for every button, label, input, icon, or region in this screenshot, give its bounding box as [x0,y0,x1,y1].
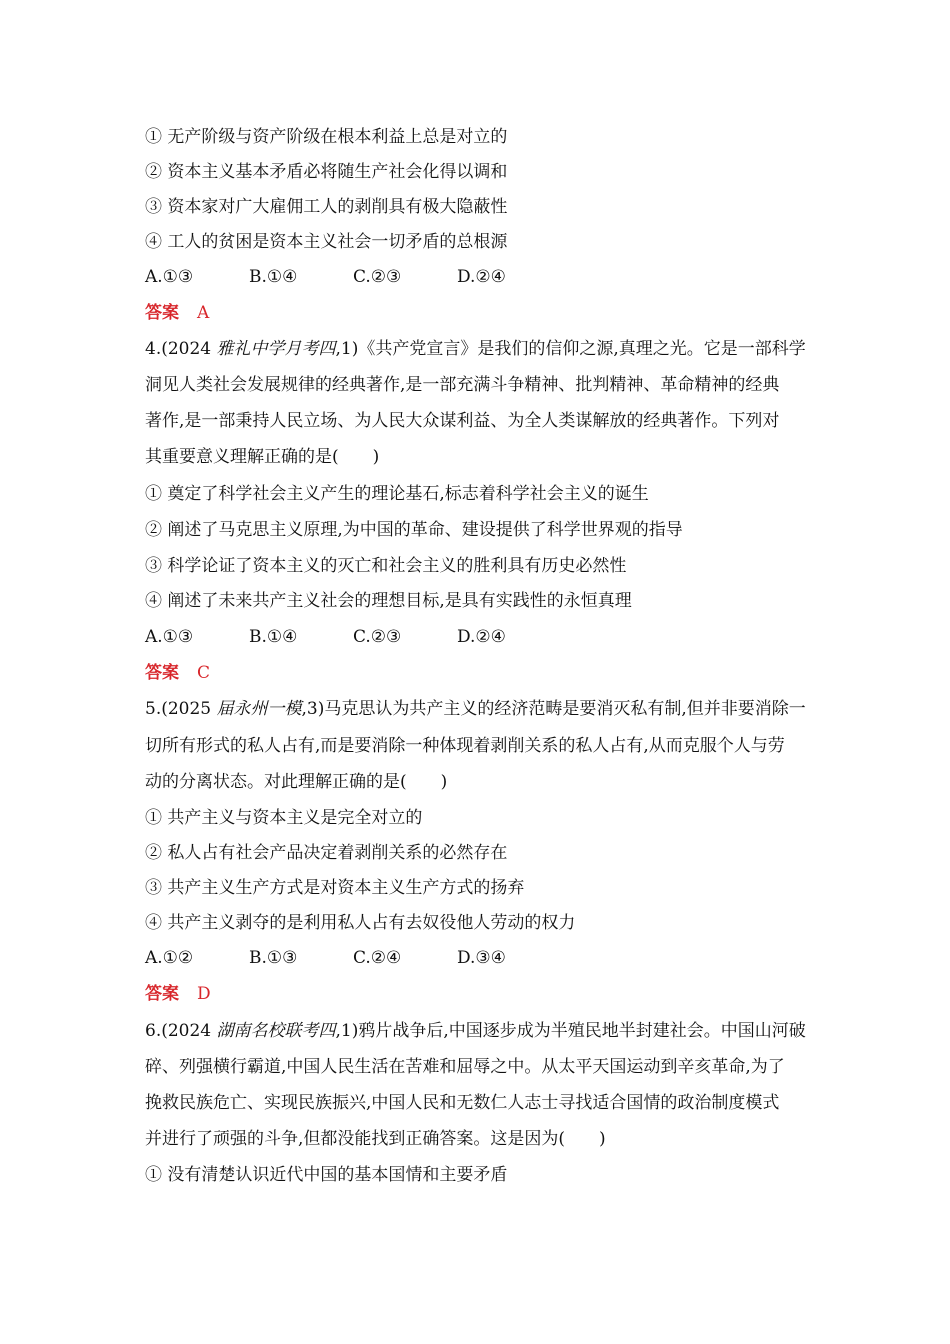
q3-option-b: B.①④ [249,267,298,287]
q3-item-3: ③ 资本家对广大雇佣工人的剥削具有极大隐蔽性 [145,197,508,217]
answer-value: D [197,984,211,1004]
q5-item-4: ④ 共产主义剥夺的是利用私人占有去奴役他人劳动的权力 [145,913,576,933]
q4-option-c: C.②③ [353,627,402,647]
q4-option-d: D.②④ [457,627,506,647]
q5-item-1: ① 共产主义与资本主义是完全对立的 [145,808,423,828]
q4-item-4: ④ 阐述了未来共产主义社会的理想目标,是具有实践性的永恒真理 [145,591,632,611]
q5-answer [145,982,211,1006]
q5-item-3: ③ 共产主义生产方式是对资本主义生产方式的扬弃 [145,878,525,898]
q6-stem-line-1 [145,1019,806,1043]
q5-option-b: B.①③ [249,948,298,968]
answer-label: 答案 [145,663,179,683]
q3-item-4: ④ 工人的贫困是资本主义社会一切矛盾的总根源 [145,232,508,252]
q6-stem-line-3: 挽救民族危亡、实现民族振兴,中国人民和无数仁人志士寻找适合国情的政治制度模式 [145,1093,780,1113]
q4-item-3: ③ 科学论证了资本主义的灭亡和社会主义的胜利具有历史必然性 [145,556,627,576]
q6-source: 湖南名校联考四 [216,1021,336,1041]
q5-option-a: A.①② [145,948,194,968]
q3-item-1: ① 无产阶级与资产阶级在根本利益上总是对立的 [145,127,508,147]
answer-value: A [197,303,210,323]
q4-stem-line-2: 洞见人类社会发展规律的经典著作,是一部充满斗争精神、批判精神、革命精神的经典 [145,375,780,395]
q4-stem-line-3: 著作,是一部秉持人民立场、为人民大众谋利益、为全人类谋解放的经典著作。下列对 [145,411,780,431]
q4-option-a: A.①③ [145,627,194,647]
q6-item-1: ① 没有清楚认识近代中国的基本国情和主要矛盾 [145,1165,508,1185]
q3-option-a: A.①③ [145,267,194,287]
q4-source: 雅礼中学月考四 [216,339,336,359]
q6-number: 6.(2024 [145,1021,217,1041]
answer-value: C [197,663,211,683]
q5-stem-line-1 [145,697,806,721]
q4-item-1: ① 奠定了科学社会主义产生的理论基石,标志着科学社会主义的诞生 [145,484,649,504]
q4-stem-line-4: 其重要意义理解正确的是( ) [145,447,380,467]
q4-stem-start: ,1)《共产党宣言》是我们的信仰之源,真理之光。它是一部科学 [335,339,806,359]
q5-source: 届永州一模 [216,699,302,719]
q3-option-c: C.②③ [353,267,402,287]
q4-stem-line-1 [145,337,806,361]
q3-item-2: ② 资本主义基本矛盾必将随生产社会化得以调和 [145,162,508,182]
q4-item-2: ② 阐述了马克思主义原理,为中国的革命、建设提供了科学世界观的指导 [145,520,683,540]
q5-stem-line-2: 切所有形式的私人占有,而是要消除一种体现着剥削关系的私人占有,从而克服个人与劳 [145,736,785,756]
answer-label: 答案 [145,984,179,1004]
q6-stem-line-2: 碎、列强横行霸道,中国人民生活在苦难和屈辱之中。从太平天国运动到辛亥革命,为了 [145,1057,785,1077]
q4-option-b: B.①④ [249,627,298,647]
q5-stem-start: ,3)马克思认为共产主义的经济范畴是要消灭私有制,但并非要消除一 [301,699,806,719]
q5-stem-line-3: 动的分离状态。对此理解正确的是( ) [145,772,448,792]
q3-option-d: D.②④ [457,267,506,287]
q5-option-d: D.③④ [457,948,506,968]
q5-item-2: ② 私人占有社会产品决定着剥削关系的必然存在 [145,843,508,863]
answer-label: 答案 [145,303,179,323]
q4-answer [145,661,210,685]
q3-answer [145,301,209,325]
q6-stem-line-4: 并进行了顽强的斗争,但都没能找到正确答案。这是因为( ) [145,1129,606,1149]
q5-number: 5.(2025 [145,699,217,719]
q6-stem-start: ,1)鸦片战争后,中国逐步成为半殖民地半封建社会。中国山河破 [335,1021,806,1041]
q4-number: 4.(2024 [145,339,217,359]
q5-option-c: C.②④ [353,948,402,968]
